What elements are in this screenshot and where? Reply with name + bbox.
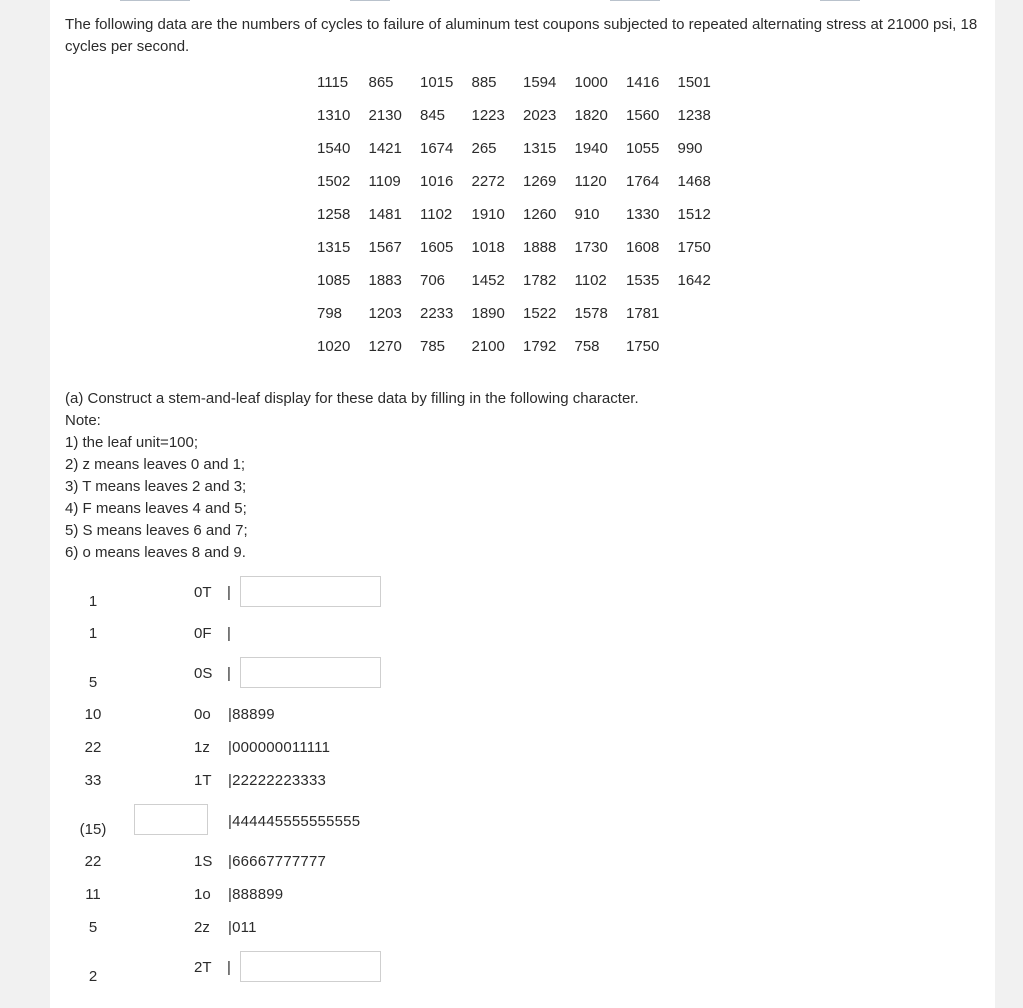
data-cell: 1750	[677, 239, 711, 256]
data-cell: 2233	[420, 305, 454, 322]
sl-row-1z	[50, 739, 650, 772]
cycles-data-table	[317, 66, 729, 363]
leaves-text: |66667777777	[228, 853, 327, 870]
depth-value: 10	[84, 706, 102, 723]
data-cell: 1781	[626, 305, 660, 322]
data-cell: 706	[420, 272, 446, 289]
data-cell: 1120	[574, 173, 607, 190]
stem-separator: |	[227, 625, 231, 642]
leaves-text: |000000011111	[228, 739, 331, 756]
data-cell: 1310	[317, 107, 351, 124]
data-cell: 1535	[626, 272, 660, 289]
data-cell: 1608	[626, 239, 660, 256]
sl-row-1F	[50, 804, 650, 837]
sl-row-1o	[50, 886, 650, 919]
data-cell: 1560	[626, 107, 660, 124]
data-cell: 1522	[523, 305, 557, 322]
data-table-row	[317, 132, 729, 165]
data-cell: 1792	[523, 338, 557, 355]
data-cell: 2023	[523, 107, 557, 124]
note-leaf-unit: 1) the leaf unit=100;	[65, 434, 199, 451]
data-cell: 1055	[626, 140, 660, 157]
data-cell: 910	[574, 206, 600, 223]
data-cell: 1502	[317, 173, 351, 190]
data-cell: 265	[471, 140, 497, 157]
data-cell: 1015	[420, 74, 454, 91]
part-a-prompt: (a) Construct a stem-and-leaf display for these data by filling in the following character.	[65, 390, 639, 407]
depth-value: 5	[88, 919, 98, 936]
data-table-row	[317, 330, 729, 363]
leaves-input-0S[interactable]	[240, 657, 381, 688]
data-cell: 1567	[368, 239, 402, 256]
data-cell: 2130	[368, 107, 402, 124]
data-cell: 1578	[574, 305, 608, 322]
data-cell: 1910	[471, 206, 505, 223]
data-table-row	[317, 99, 729, 132]
stem-label: 0o	[194, 706, 211, 723]
data-cell: 1102	[574, 272, 607, 289]
data-cell	[678, 297, 730, 330]
data-table-row	[317, 198, 729, 231]
data-table-row	[317, 264, 729, 297]
data-cell: 1642	[677, 272, 711, 289]
data-cell: 1421	[368, 140, 402, 157]
instructions	[65, 388, 965, 564]
data-cell: 1085	[317, 272, 351, 289]
data-cell: 1238	[677, 107, 711, 124]
data-cell: 2272	[471, 173, 505, 190]
sl-row-0T	[50, 576, 650, 609]
note-t: 3) T means leaves 2 and 3;	[65, 478, 247, 495]
data-cell: 865	[368, 74, 394, 91]
stem-label: 1z	[194, 739, 210, 756]
data-cell: 1270	[368, 338, 402, 355]
note-z: 2) z means leaves 0 and 1;	[65, 456, 246, 473]
data-cell: 1888	[523, 239, 557, 256]
problem-panel	[50, 0, 995, 1008]
data-cell: 1115	[317, 74, 349, 91]
depth-value: (15)	[79, 821, 107, 838]
data-cell: 758	[574, 338, 600, 355]
data-cell: 1102	[420, 206, 453, 223]
leaves-input-0T[interactable]	[240, 576, 381, 607]
stem-label: 1o	[194, 886, 211, 903]
data-cell: 1540	[317, 140, 351, 157]
stem-input-1F[interactable]	[134, 804, 208, 835]
sl-row-2z	[50, 919, 650, 952]
data-cell: 885	[471, 74, 497, 91]
top-scroll-remnant	[50, 0, 995, 4]
data-cell: 1940	[574, 140, 608, 157]
data-cell: 1315	[317, 239, 351, 256]
stem-label: 2z	[194, 919, 210, 936]
data-cell: 1258	[317, 206, 351, 223]
problem-intro: The following data are the numbers of cycles to failure of aluminum test coupons subjected to repeated alternating stress at 21000 psi, 18 cycles per second.	[65, 16, 978, 55]
sl-row-2T	[50, 951, 650, 984]
data-cell: 1512	[677, 206, 711, 223]
depth-value: 5	[88, 674, 98, 691]
data-table-row	[317, 297, 729, 330]
data-cell: 1260	[523, 206, 557, 223]
leaves-text: |22222223333	[228, 772, 327, 789]
data-cell: 1764	[626, 173, 660, 190]
data-cell: 1452	[471, 272, 505, 289]
data-cell: 1890	[471, 305, 505, 322]
data-cell: 1330	[626, 206, 660, 223]
data-cell: 1730	[574, 239, 608, 256]
data-cell: 1501	[677, 74, 711, 91]
data-table-row	[317, 66, 729, 99]
data-cell: 845	[420, 107, 446, 124]
data-cell: 1203	[368, 305, 402, 322]
sl-row-0F	[50, 625, 650, 658]
stem-label: 0S	[194, 665, 213, 682]
depth-value: 33	[84, 772, 102, 789]
data-cell: 1109	[368, 173, 401, 190]
leaves-text: |444445555555555	[228, 813, 361, 830]
data-cell: 2100	[471, 338, 505, 355]
depth-value: 22	[84, 853, 102, 870]
sl-row-0o	[50, 706, 650, 739]
stem-separator: |	[227, 959, 231, 976]
note-s: 5) S means leaves 6 and 7;	[65, 522, 248, 539]
leaves-text: |888899	[228, 886, 284, 903]
sl-row-1T	[50, 772, 650, 805]
stem-label: 0F	[194, 625, 212, 642]
data-cell: 1820	[574, 107, 608, 124]
data-cell: 990	[677, 140, 703, 157]
sl-row-1S	[50, 853, 650, 886]
depth-value: 1	[88, 593, 98, 610]
data-cell	[678, 330, 730, 363]
stem-label: 2T	[194, 959, 212, 976]
sl-row-0S	[50, 657, 650, 690]
stem-separator: |	[227, 665, 231, 682]
note-heading: Note:	[65, 412, 101, 429]
data-cell: 1883	[368, 272, 402, 289]
data-cell: 1605	[420, 239, 454, 256]
leaves-input-2T[interactable]	[240, 951, 381, 982]
data-cell: 1000	[574, 74, 608, 91]
data-cell: 785	[420, 338, 446, 355]
data-cell: 1481	[368, 206, 402, 223]
data-cell: 1269	[523, 173, 557, 190]
data-cell: 1750	[626, 338, 660, 355]
data-cell: 1315	[523, 140, 557, 157]
data-cell: 1416	[626, 74, 660, 91]
data-table-row	[317, 231, 729, 264]
data-cell: 1594	[523, 74, 557, 91]
stem-label: 1T	[194, 772, 212, 789]
depth-value: 22	[84, 739, 102, 756]
leaves-text: |011	[228, 919, 257, 936]
data-cell: 1020	[317, 338, 351, 355]
stem-label: 0T	[194, 584, 212, 601]
stem-separator: |	[227, 584, 231, 601]
data-cell: 1468	[677, 173, 711, 190]
data-cell: 1674	[420, 140, 454, 157]
note-o: 6) o means leaves 8 and 9.	[65, 544, 246, 561]
note-f: 4) F means leaves 4 and 5;	[65, 500, 247, 517]
data-cell: 1016	[420, 173, 454, 190]
depth-value: 2	[88, 968, 98, 985]
data-cell: 1782	[523, 272, 557, 289]
data-cell: 1223	[471, 107, 505, 124]
data-table-row	[317, 165, 729, 198]
depth-value: 11	[85, 886, 101, 903]
leaves-text: |88899	[228, 706, 275, 723]
data-cell: 1018	[471, 239, 505, 256]
stem-label: 1S	[194, 853, 213, 870]
depth-value: 1	[88, 625, 98, 642]
data-cell: 798	[317, 305, 343, 322]
